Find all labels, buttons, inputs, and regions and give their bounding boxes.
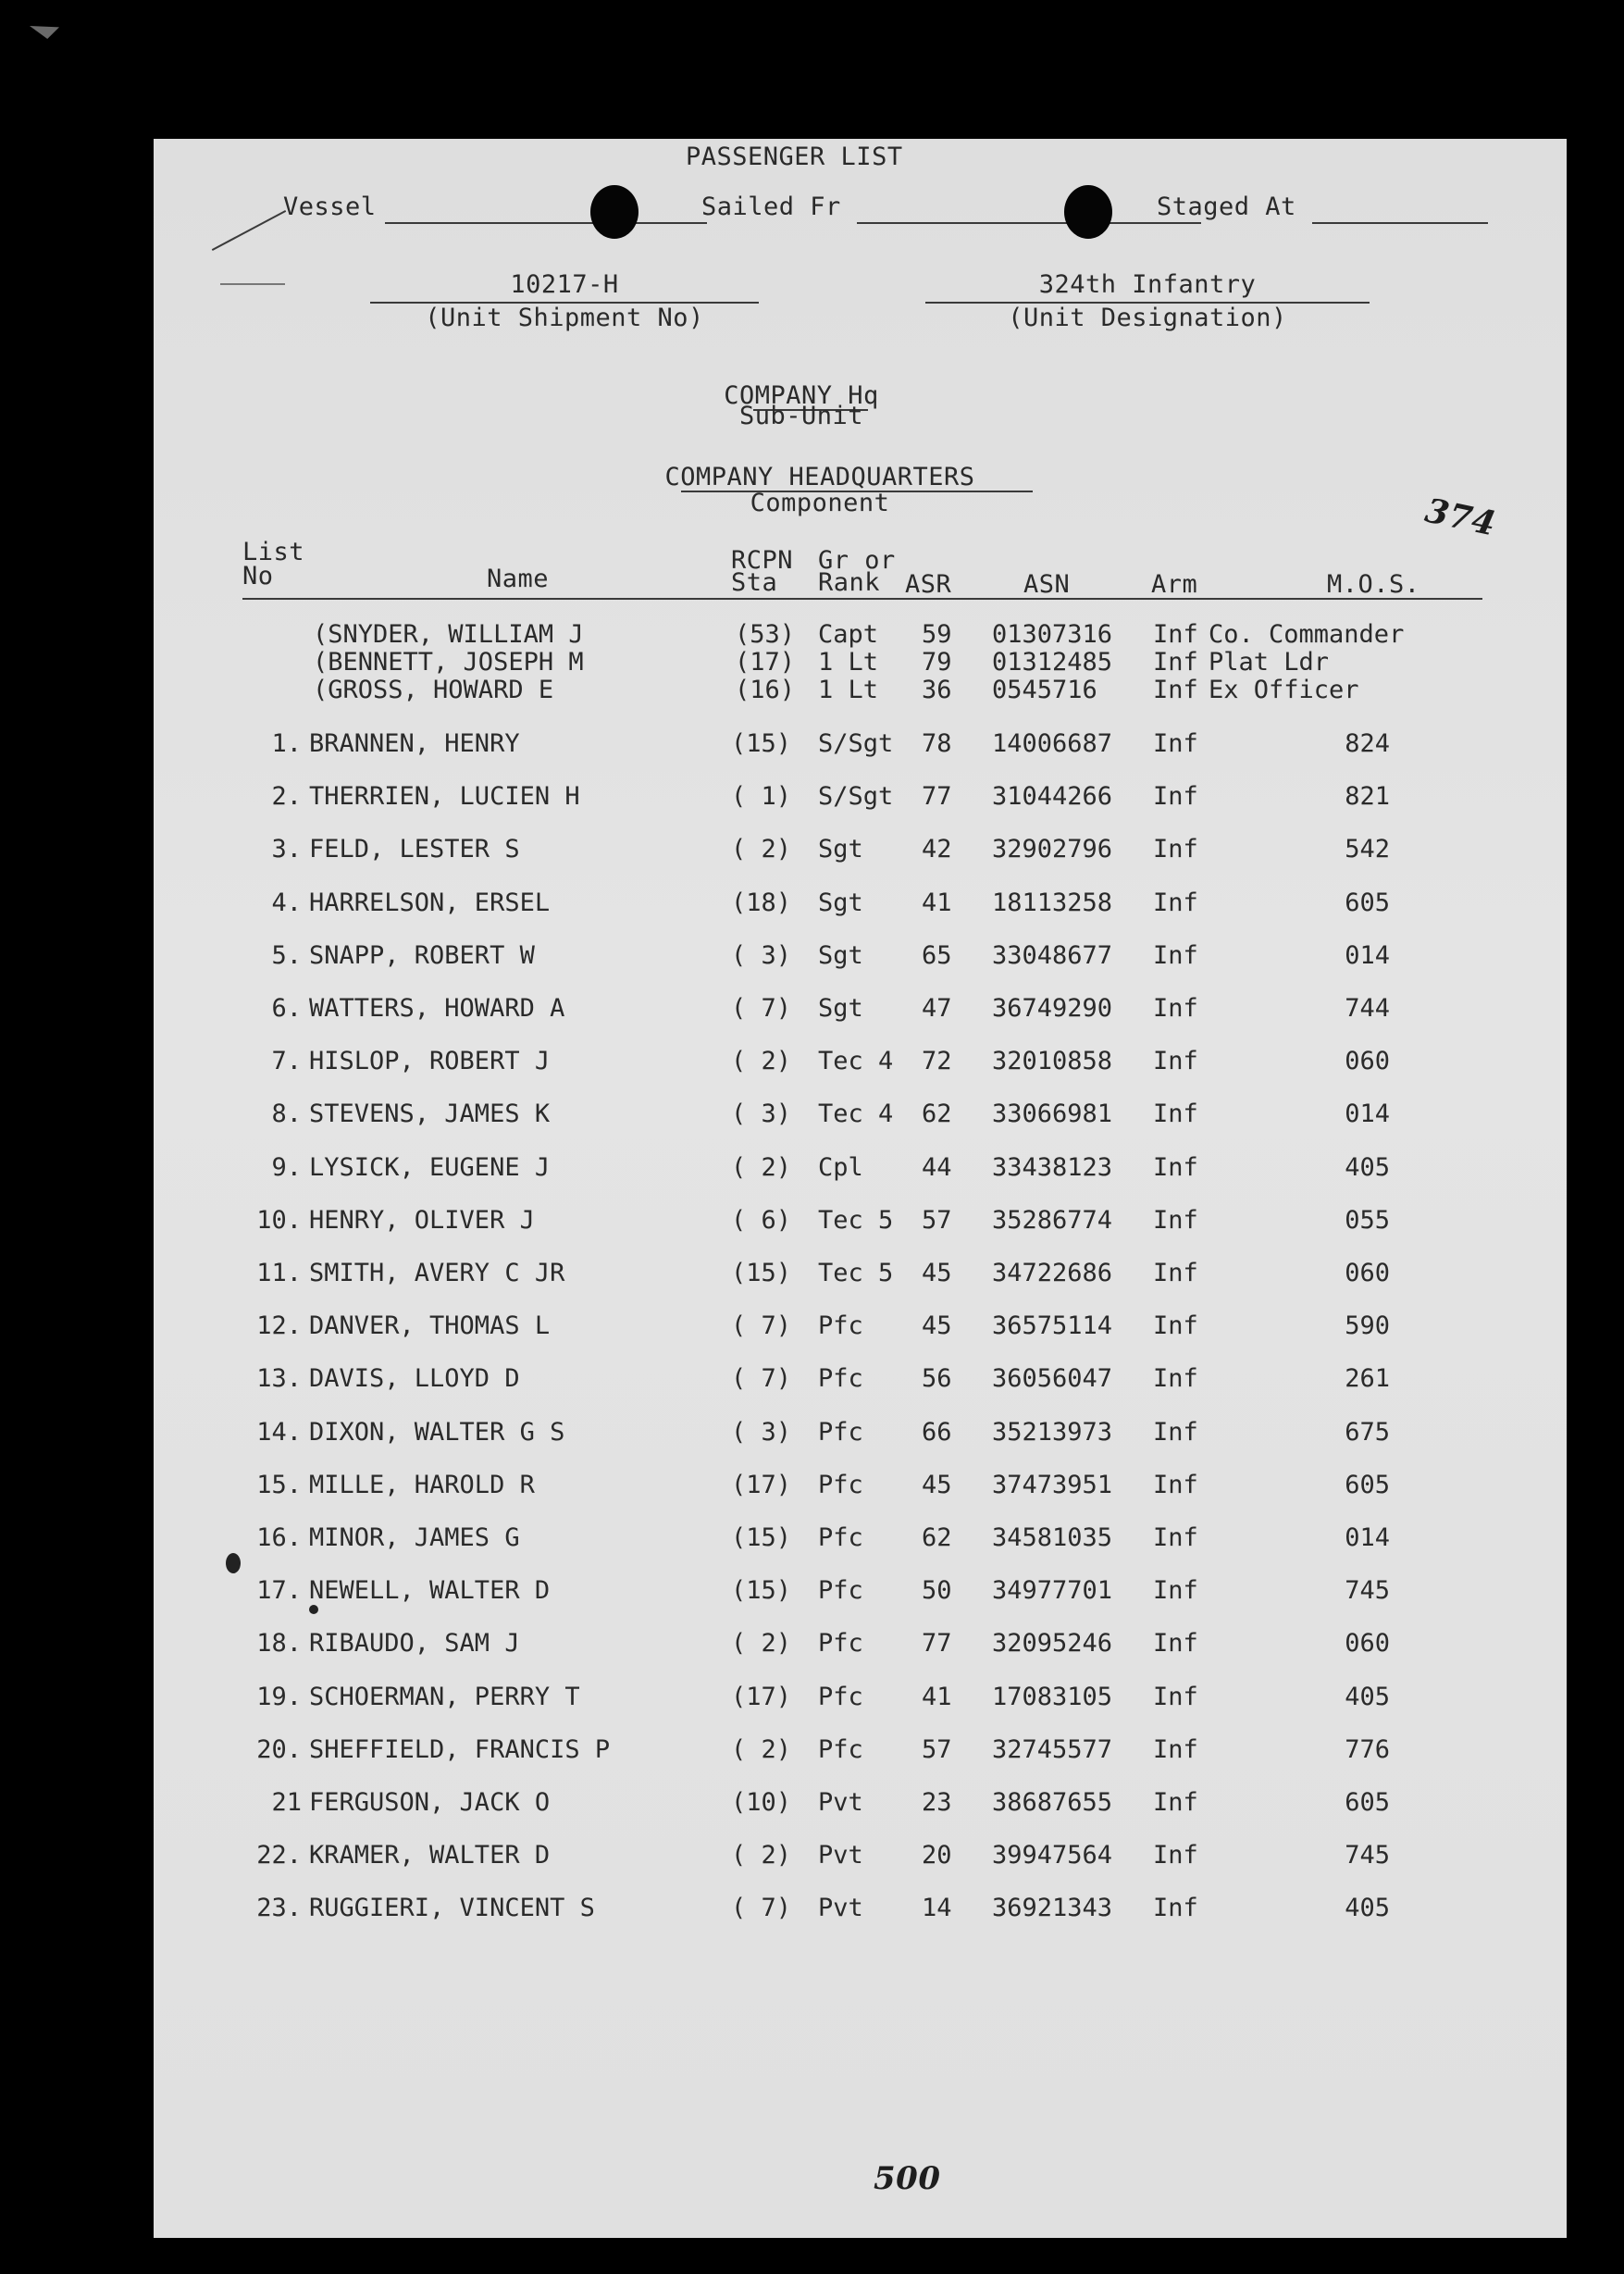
col-asr: ASR xyxy=(905,570,952,599)
cell-arm: Inf xyxy=(1153,648,1198,677)
col-arm: Arm xyxy=(1151,570,1198,599)
cell-arm: Inf xyxy=(1153,1576,1198,1605)
cell-name: SHEFFIELD, FRANCIS P xyxy=(309,1735,611,1764)
cell-mos: 055 xyxy=(1345,1206,1390,1235)
cell-rank: Sgt xyxy=(818,994,863,1023)
cell-rcpn: ( 2) xyxy=(731,1047,792,1075)
punch-hole xyxy=(1064,185,1112,239)
cell-asr: 78 xyxy=(922,729,952,758)
sailed-line xyxy=(857,222,1201,224)
cell-name: DIXON, WALTER G S xyxy=(309,1418,565,1447)
enlisted-row xyxy=(154,1364,1567,1398)
cell-mos: 060 xyxy=(1345,1259,1390,1287)
cell-arm: Inf xyxy=(1153,1206,1198,1235)
punch-hole xyxy=(590,185,638,239)
cell-name: RUGGIERI, VINCENT S xyxy=(309,1894,595,1922)
cell-list-no: 5. xyxy=(271,941,302,970)
cell-list-no: 8. xyxy=(271,1100,302,1128)
cell-mos: 542 xyxy=(1345,835,1390,864)
cell-rcpn: (15) xyxy=(731,1259,792,1287)
enlisted-row xyxy=(154,1523,1567,1557)
cell-asr: 36 xyxy=(922,676,952,704)
cell-mos: 014 xyxy=(1345,941,1390,970)
cell-list-no: 10. xyxy=(256,1206,302,1235)
cell-rank: Pfc xyxy=(818,1576,863,1605)
cell-rank: Tec 5 xyxy=(818,1206,894,1235)
cell-rcpn: ( 3) xyxy=(731,1418,792,1447)
cell-name: DAVIS, LLOYD D xyxy=(309,1364,520,1393)
cell-list-no: 1. xyxy=(271,729,302,758)
cell-rank: Tec 4 xyxy=(818,1100,894,1128)
cell-mos: 675 xyxy=(1345,1418,1390,1447)
cell-name: STEVENS, JAMES K xyxy=(309,1100,551,1128)
cell-asn: 34977701 xyxy=(992,1576,1113,1605)
cell-rcpn: (15) xyxy=(731,729,792,758)
col-grade: Gr or Rank xyxy=(818,546,896,597)
cell-asr: 79 xyxy=(922,648,952,677)
cell-arm: Inf xyxy=(1153,1523,1198,1552)
cell-rank: 1 Lt xyxy=(818,648,879,677)
cell-rcpn: ( 1) xyxy=(731,782,792,811)
cell-mos: 776 xyxy=(1345,1735,1390,1764)
cell-asr: 57 xyxy=(922,1206,952,1235)
enlisted-row xyxy=(154,1100,1567,1133)
header-rule xyxy=(242,598,1482,600)
cell-list-no: 15. xyxy=(256,1471,302,1499)
cell-asn: 18113258 xyxy=(992,888,1113,917)
cell-rcpn: ( 2) xyxy=(731,1629,792,1658)
cell-mos: 744 xyxy=(1345,994,1390,1023)
enlisted-row xyxy=(154,1418,1567,1451)
cell-rank: Pfc xyxy=(818,1683,863,1711)
cell-name: (BENNETT, JOSEPH M xyxy=(313,648,584,677)
cell-arm: Inf xyxy=(1153,1047,1198,1075)
cell-name: HARRELSON, ERSEL xyxy=(309,888,551,917)
cell-rank: Pfc xyxy=(818,1629,863,1658)
cell-asr: 77 xyxy=(922,782,952,811)
cell-asr: 62 xyxy=(922,1100,952,1128)
cell-arm: Inf xyxy=(1153,1364,1198,1393)
cell-name: (SNYDER, WILLIAM J xyxy=(313,620,584,649)
cell-name: THERRIEN, LUCIEN H xyxy=(309,782,580,811)
cell-arm: Inf xyxy=(1153,729,1198,758)
cell-list-no: 2. xyxy=(271,782,302,811)
cell-name: FERGUSON, JACK O xyxy=(309,1788,551,1817)
cell-asr: 77 xyxy=(922,1629,952,1658)
cell-arm: Inf xyxy=(1153,1894,1198,1922)
cell-list-no: 19. xyxy=(256,1683,302,1711)
cell-rank: Cpl xyxy=(818,1153,863,1182)
cell-asn: 34722686 xyxy=(992,1259,1113,1287)
cell-list-no: 22. xyxy=(256,1841,302,1870)
cell-mos: 014 xyxy=(1345,1523,1390,1552)
cell-name: SNAPP, ROBERT W xyxy=(309,941,535,970)
col-mos: M.O.S. xyxy=(1327,570,1420,599)
cell-rcpn: (18) xyxy=(731,888,792,917)
enlisted-row xyxy=(154,994,1567,1027)
cell-rcpn: ( 3) xyxy=(731,1100,792,1128)
cell-mos: 060 xyxy=(1345,1629,1390,1658)
cell-mos: 821 xyxy=(1345,782,1390,811)
cell-rank: Pvt xyxy=(818,1841,863,1870)
cell-rcpn: ( 2) xyxy=(731,1735,792,1764)
cell-rcpn: (15) xyxy=(731,1576,792,1605)
cell-mos: 824 xyxy=(1345,729,1390,758)
ink-blot xyxy=(309,1605,318,1614)
cell-name: HENRY, OLIVER J xyxy=(309,1206,535,1235)
cell-asr: 65 xyxy=(922,941,952,970)
cell-arm: Inf xyxy=(1153,1100,1198,1128)
cell-asr: 62 xyxy=(922,1523,952,1552)
enlisted-row xyxy=(154,1788,1567,1821)
cell-list-no: 11. xyxy=(256,1259,302,1287)
cell-arm: Inf xyxy=(1153,1259,1198,1287)
handwritten-page-number: 374 xyxy=(1421,491,1500,544)
cell-asn: 01312485 xyxy=(992,648,1113,677)
enlisted-row xyxy=(154,1259,1567,1292)
cell-arm: Inf xyxy=(1153,676,1198,704)
cell-asr: 44 xyxy=(922,1153,952,1182)
cell-name: FELD, LESTER S xyxy=(309,835,520,864)
cell-list-no: 23. xyxy=(256,1894,302,1922)
cell-arm: Inf xyxy=(1153,888,1198,917)
enlisted-row xyxy=(154,888,1567,922)
staged-label: Staged At xyxy=(1157,193,1296,221)
cell-rank: Sgt xyxy=(818,941,863,970)
cell-list-no: 20. xyxy=(256,1735,302,1764)
cell-mos: Co. Commander xyxy=(1209,620,1405,649)
cell-list-no: 18. xyxy=(256,1629,302,1658)
film-corner-mark xyxy=(30,26,59,39)
cell-arm: Inf xyxy=(1153,1418,1198,1447)
cell-asn: 33066981 xyxy=(992,1100,1113,1128)
cell-list-no: 21 xyxy=(271,1788,302,1817)
enlisted-row xyxy=(154,1683,1567,1716)
cell-arm: Inf xyxy=(1153,1311,1198,1340)
cell-rcpn: ( 2) xyxy=(731,835,792,864)
designation-caption: (Unit Designation) xyxy=(1008,304,1287,332)
cell-asn: 01307316 xyxy=(992,620,1113,649)
cell-rcpn: (16) xyxy=(735,676,796,704)
cell-name: SCHOERMAN, PERRY T xyxy=(309,1683,580,1711)
enlisted-row xyxy=(154,1153,1567,1187)
sub-unit-caption: Sub-Unit xyxy=(738,402,864,430)
cell-rank: Pvt xyxy=(818,1894,863,1922)
enlisted-row xyxy=(154,1576,1567,1609)
cell-rank: Pfc xyxy=(818,1364,863,1393)
cell-rank: Tec 5 xyxy=(818,1259,894,1287)
enlisted-row xyxy=(154,941,1567,975)
cell-rank: Pvt xyxy=(818,1788,863,1817)
cell-rank: Pfc xyxy=(818,1471,863,1499)
cell-arm: Inf xyxy=(1153,1471,1198,1499)
col-name: Name xyxy=(487,565,550,593)
enlisted-row xyxy=(154,1894,1567,1927)
cell-asr: 45 xyxy=(922,1471,952,1499)
cell-asn: 38687655 xyxy=(992,1788,1113,1817)
cell-mos: 405 xyxy=(1345,1683,1390,1711)
cell-rank: S/Sgt xyxy=(818,729,894,758)
handwritten-footer-number: 500 xyxy=(874,2160,941,2197)
enlisted-row xyxy=(154,1629,1567,1662)
vessel-label: Vessel xyxy=(283,193,377,221)
cell-mos: Plat Ldr xyxy=(1209,648,1330,677)
cell-rcpn: ( 2) xyxy=(731,1841,792,1870)
cell-rcpn: (17) xyxy=(735,648,796,677)
cell-arm: Inf xyxy=(1153,1841,1198,1870)
enlisted-row xyxy=(154,1047,1567,1080)
cell-list-no: 6. xyxy=(271,994,302,1023)
cell-rank: Pfc xyxy=(818,1418,863,1447)
cell-rcpn: ( 7) xyxy=(731,1311,792,1340)
cell-list-no: 12. xyxy=(256,1311,302,1340)
cell-asn: 37473951 xyxy=(992,1471,1113,1499)
col-list-no: List No xyxy=(242,538,305,590)
sub-unit: COMPANY Hq xyxy=(724,381,879,410)
cell-asn: 36921343 xyxy=(992,1894,1113,1922)
cell-rank: Capt xyxy=(818,620,879,649)
cell-name: SMITH, AVERY C JR xyxy=(309,1259,565,1287)
cell-arm: Inf xyxy=(1153,1788,1198,1817)
cell-mos: 405 xyxy=(1345,1153,1390,1182)
unit-designation: 324th Infantry xyxy=(1038,270,1257,299)
cell-rank: Sgt xyxy=(818,835,863,864)
cell-list-no: 3. xyxy=(271,835,302,864)
cell-rank: Pfc xyxy=(818,1735,863,1764)
cell-asn: 33438123 xyxy=(992,1153,1113,1182)
cell-asn: 36749290 xyxy=(992,994,1113,1023)
cell-arm: Inf xyxy=(1153,941,1198,970)
cell-name: NEWELL, WALTER D xyxy=(309,1576,551,1605)
cell-list-no: 13. xyxy=(256,1364,302,1393)
cell-rcpn: (53) xyxy=(735,620,796,649)
cell-rank: S/Sgt xyxy=(818,782,894,811)
cell-list-no: 7. xyxy=(271,1047,302,1075)
document-page xyxy=(154,139,1567,2238)
cell-asr: 45 xyxy=(922,1311,952,1340)
enlisted-row xyxy=(154,835,1567,868)
cell-arm: Inf xyxy=(1153,1735,1198,1764)
cell-asn: 36575114 xyxy=(992,1311,1113,1340)
cell-asr: 20 xyxy=(922,1841,952,1870)
cell-name: LYSICK, EUGENE J xyxy=(309,1153,551,1182)
pencil-mark xyxy=(220,283,285,285)
cell-name: KRAMER, WALTER D xyxy=(309,1841,551,1870)
col-rcpn: RCPN Sta xyxy=(731,546,794,597)
cell-mos: Ex Officer xyxy=(1209,676,1359,704)
cell-asn: 0545716 xyxy=(992,676,1097,704)
enlisted-row xyxy=(154,1471,1567,1504)
pencil-mark xyxy=(212,210,286,251)
ink-blot xyxy=(226,1553,241,1573)
shipment-number: 10217-H xyxy=(510,270,619,299)
cell-rank: Sgt xyxy=(818,888,863,917)
cell-name: (GROSS, HOWARD E xyxy=(313,676,554,704)
cell-asr: 56 xyxy=(922,1364,952,1393)
cell-rank: 1 Lt xyxy=(818,676,879,704)
cell-arm: Inf xyxy=(1153,1683,1198,1711)
cell-list-no: 16. xyxy=(256,1523,302,1552)
cell-mos: 405 xyxy=(1345,1894,1390,1922)
cell-arm: Inf xyxy=(1153,782,1198,811)
cell-asn: 33048677 xyxy=(992,941,1113,970)
component: COMPANY HEADQUARTERS xyxy=(664,463,975,491)
cell-list-no: 4. xyxy=(271,888,302,917)
cell-list-no: 14. xyxy=(256,1418,302,1447)
cell-mos: 014 xyxy=(1345,1100,1390,1128)
cell-name: HISLOP, ROBERT J xyxy=(309,1047,551,1075)
enlisted-row xyxy=(154,1841,1567,1874)
cell-name: MINOR, JAMES G xyxy=(309,1523,520,1552)
cell-asr: 41 xyxy=(922,1683,952,1711)
cell-asn: 32095246 xyxy=(992,1629,1113,1658)
cell-asn: 14006687 xyxy=(992,729,1113,758)
cell-asn: 36056047 xyxy=(992,1364,1113,1393)
cell-asr: 59 xyxy=(922,620,952,649)
cell-rcpn: ( 7) xyxy=(731,1364,792,1393)
cell-mos: 605 xyxy=(1345,1788,1390,1817)
cell-arm: Inf xyxy=(1153,835,1198,864)
cell-asn: 39947564 xyxy=(992,1841,1113,1870)
cell-asr: 66 xyxy=(922,1418,952,1447)
cell-name: MILLE, HAROLD R xyxy=(309,1471,535,1499)
cell-rcpn: ( 6) xyxy=(731,1206,792,1235)
cell-asr: 23 xyxy=(922,1788,952,1817)
component-caption: Component xyxy=(750,489,890,517)
enlisted-row xyxy=(154,1735,1567,1769)
cell-rcpn: ( 2) xyxy=(731,1153,792,1182)
cell-arm: Inf xyxy=(1153,1629,1198,1658)
cell-asr: 50 xyxy=(922,1576,952,1605)
cell-asr: 57 xyxy=(922,1735,952,1764)
cell-asn: 32010858 xyxy=(992,1047,1113,1075)
cell-rank: Tec 4 xyxy=(818,1047,894,1075)
cell-asr: 41 xyxy=(922,888,952,917)
shipment-caption: (Unit Shipment No) xyxy=(425,304,704,332)
cell-asr: 42 xyxy=(922,835,952,864)
cell-asn: 35286774 xyxy=(992,1206,1113,1235)
cell-name: WATTERS, HOWARD A xyxy=(309,994,565,1023)
cell-mos: 745 xyxy=(1345,1841,1390,1870)
cell-mos: 605 xyxy=(1345,888,1390,917)
cell-rcpn: (10) xyxy=(731,1788,792,1817)
cell-rcpn: (17) xyxy=(731,1683,792,1711)
cell-asn: 34581035 xyxy=(992,1523,1113,1552)
officer-row xyxy=(154,676,1567,709)
enlisted-row xyxy=(154,1206,1567,1239)
col-asn: ASN xyxy=(1023,570,1071,599)
cell-arm: Inf xyxy=(1153,1153,1198,1182)
staged-line xyxy=(1312,222,1488,224)
cell-asr: 72 xyxy=(922,1047,952,1075)
cell-mos: 261 xyxy=(1345,1364,1390,1393)
cell-asn: 31044266 xyxy=(992,782,1113,811)
cell-rcpn: ( 7) xyxy=(731,1894,792,1922)
document-title: PASSENGER LIST xyxy=(686,143,903,171)
enlisted-row xyxy=(154,782,1567,815)
cell-rcpn: (17) xyxy=(731,1471,792,1499)
cell-asn: 32902796 xyxy=(992,835,1113,864)
cell-name: DANVER, THOMAS L xyxy=(309,1311,551,1340)
cell-rcpn: ( 3) xyxy=(731,941,792,970)
cell-rank: Pfc xyxy=(818,1523,863,1552)
cell-list-no: 9. xyxy=(271,1153,302,1182)
enlisted-row xyxy=(154,1311,1567,1345)
cell-mos: 605 xyxy=(1345,1471,1390,1499)
cell-asr: 14 xyxy=(922,1894,952,1922)
cell-asn: 32745577 xyxy=(992,1735,1113,1764)
cell-rcpn: (15) xyxy=(731,1523,792,1552)
cell-mos: 745 xyxy=(1345,1576,1390,1605)
cell-rank: Pfc xyxy=(818,1311,863,1340)
cell-asr: 47 xyxy=(922,994,952,1023)
sailed-label: Sailed Fr xyxy=(701,193,841,221)
cell-arm: Inf xyxy=(1153,994,1198,1023)
cell-name: BRANNEN, HENRY xyxy=(309,729,520,758)
cell-rcpn: ( 7) xyxy=(731,994,792,1023)
vessel-line xyxy=(385,222,707,224)
cell-mos: 590 xyxy=(1345,1311,1390,1340)
cell-asn: 35213973 xyxy=(992,1418,1113,1447)
cell-name: RIBAUDO, SAM J xyxy=(309,1629,520,1658)
enlisted-row xyxy=(154,729,1567,763)
cell-asr: 45 xyxy=(922,1259,952,1287)
cell-list-no: 17. xyxy=(256,1576,302,1605)
cell-mos: 060 xyxy=(1345,1047,1390,1075)
cell-asn: 17083105 xyxy=(992,1683,1113,1711)
cell-arm: Inf xyxy=(1153,620,1198,649)
